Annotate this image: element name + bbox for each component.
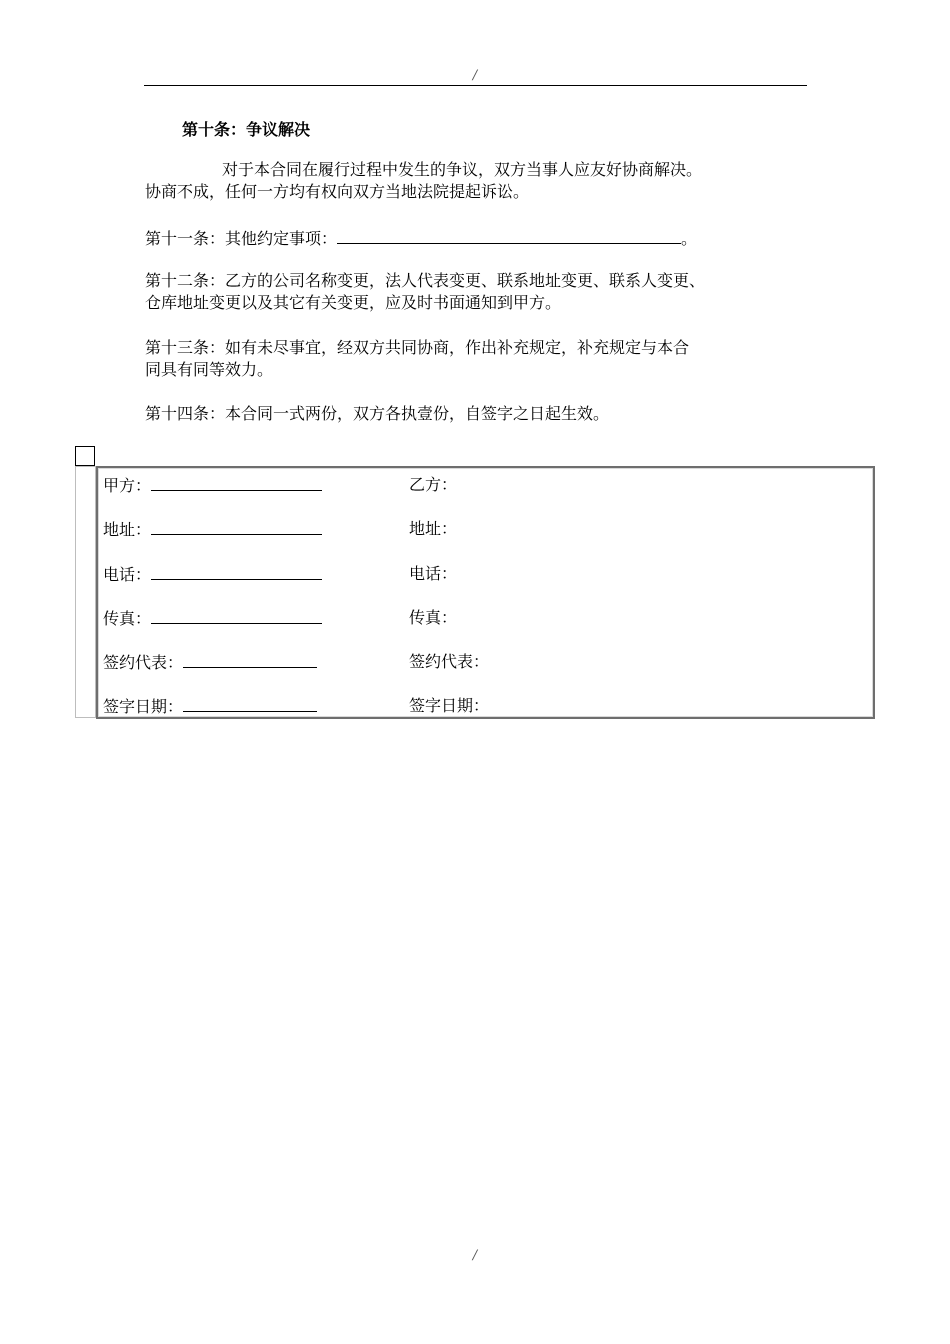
phone-a-cell	[103, 563, 322, 586]
article-11-label: 第十一条：其他约定事项：	[145, 229, 338, 248]
sign-date-b-label: 签字日期：	[409, 696, 490, 715]
header-mark: /	[472, 68, 478, 83]
article-10-line-2: 协商不成，任何一方均有权向双方当地法院提起诉讼。	[145, 182, 530, 201]
address-a-label: 地址：	[103, 520, 152, 539]
signature-row-address	[98, 518, 873, 540]
fax-a-label: 传真：	[103, 609, 152, 628]
sign-date-a-blank	[183, 695, 317, 712]
signature-row-fax	[98, 607, 873, 629]
representative-b-label: 签约代表：	[409, 652, 490, 671]
article-11-paragraph	[145, 227, 815, 250]
header-rule	[144, 85, 807, 86]
article-11-blank	[337, 227, 681, 244]
signature-row-representative	[98, 651, 873, 673]
party-b-label: 乙方：	[409, 475, 458, 494]
article-13-line-2: 同具有同等效力。	[145, 360, 274, 379]
article-10-paragraph	[145, 159, 815, 181]
party-a-blank	[151, 474, 322, 491]
signature-row-phone	[98, 563, 873, 585]
table-side-column	[75, 466, 96, 718]
sign-date-a-cell	[103, 695, 317, 718]
article-14-line-1: 第十四条：本合同一式两份，双方各执壹份，自签字之日起生效。	[145, 404, 610, 423]
fax-a-blank	[151, 607, 322, 624]
phone-a-blank	[151, 563, 322, 580]
article-10-heading: 第十条：争议解决	[182, 120, 311, 139]
article-12-line-1: 第十二条：乙方的公司名称变更，法人代表变更、联系地址变更、联系人变更、	[145, 271, 706, 290]
phone-b-label: 电话：	[409, 564, 458, 583]
signature-row-date	[98, 695, 873, 717]
party-a-cell	[103, 474, 322, 497]
table-select-handle[interactable]	[75, 446, 95, 466]
address-b-label: 地址：	[409, 519, 458, 538]
article-12-line-2: 仓库地址变更以及其它有关变更，应及时书面通知到甲方。	[145, 293, 562, 312]
footer-mark: /	[472, 1248, 478, 1263]
representative-a-blank	[183, 651, 317, 668]
fax-b-label: 传真：	[409, 608, 458, 627]
article-13-line-1: 第十三条：如有未尽事宜，经双方共同协商，作出补充规定，补充规定与本合	[145, 338, 690, 357]
signature-row-party	[98, 474, 873, 496]
article-10-line-1: 对于本合同在履行过程中发生的争议，双方当事人应友好协商解决。	[222, 160, 703, 179]
party-a-label: 甲方：	[103, 476, 152, 495]
sign-date-a-label: 签字日期：	[103, 697, 184, 716]
fax-a-cell	[103, 607, 322, 630]
representative-a-label: 签约代表：	[103, 653, 184, 672]
article-11-end: 。	[681, 229, 698, 248]
representative-a-cell	[103, 651, 317, 674]
signature-table	[96, 466, 875, 719]
phone-a-label: 电话：	[103, 565, 152, 584]
address-a-cell	[103, 518, 322, 541]
address-a-blank	[151, 518, 322, 535]
